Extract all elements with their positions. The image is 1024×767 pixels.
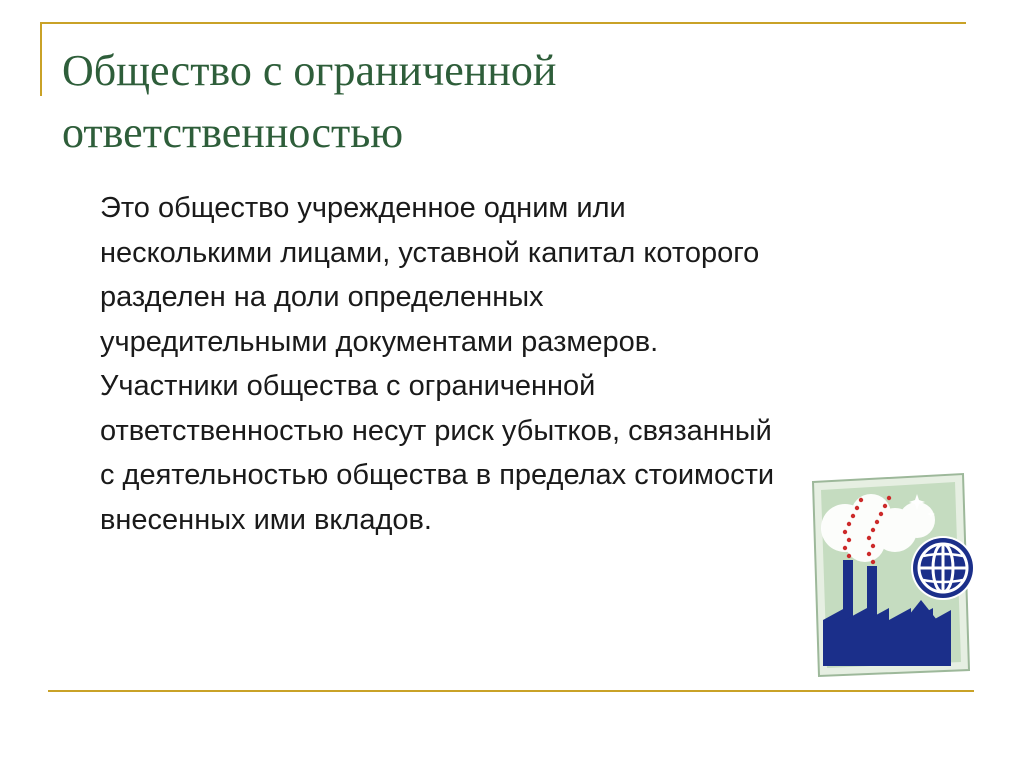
frame-bottom-line bbox=[48, 690, 974, 692]
title-line-1: Общество с ограниченной bbox=[62, 46, 557, 95]
frame-left-line bbox=[40, 22, 42, 96]
factory-globe-illustration bbox=[805, 470, 985, 680]
globe-icon bbox=[911, 536, 975, 600]
slide-title bbox=[62, 40, 942, 164]
title-line-2: ответственностью bbox=[62, 108, 404, 157]
body-paragraph: Это общество учрежденное одним или несколькими лицами, уставной капитал которого разделен на доли определенных учредительными документами размеров. Участники общества с ограниченной ответственностью несут риск убытков, связанный с деятельностью общества в пределах стоимости внесенных ими вкладов. bbox=[100, 192, 775, 536]
frame-top-line bbox=[40, 22, 966, 24]
